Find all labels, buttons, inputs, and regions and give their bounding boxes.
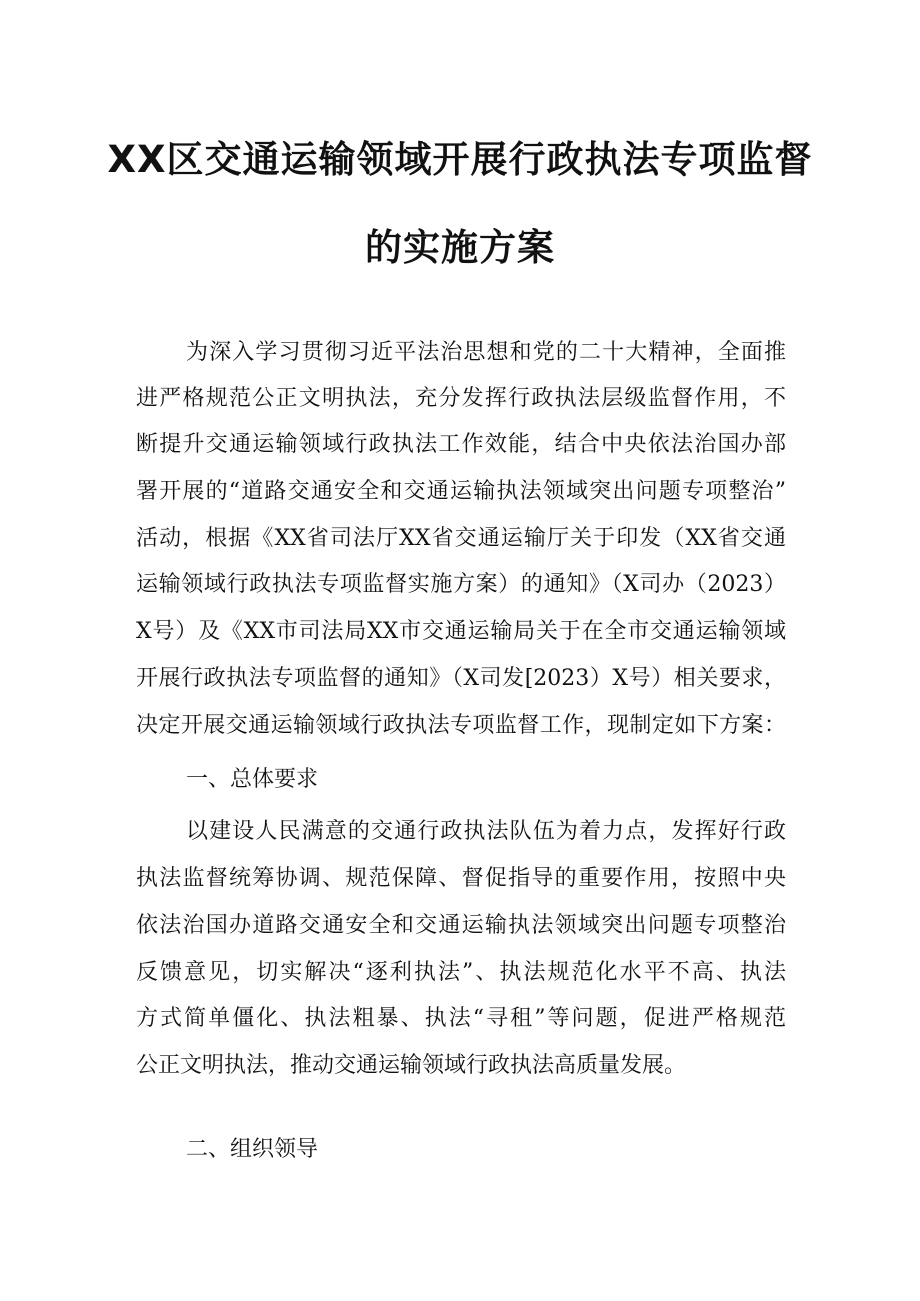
intro-paragraph-line: 为深入学习贯彻习近平法治思想和党的二十大精神，全面推 bbox=[186, 340, 786, 365]
intro-paragraph-line: 断提升交通运输领域行政执法工作效能，结合中央依法治国办部 bbox=[136, 432, 786, 457]
document-title-line-1: XX区交通运输领域开展行政执法专项监督 bbox=[107, 138, 813, 181]
intro-paragraph-line: 署开展的“道路交通安全和交通运输执法领域突出问题专项整治” bbox=[136, 479, 786, 504]
intro-paragraph-line: X号）及《XX市司法局XX市交通运输局关于在全市交通运输领域 bbox=[136, 619, 786, 644]
section1-paragraph-line: 方式简单僵化、执法粗暴、执法“寻租”等问题，促进严格规范 bbox=[136, 1006, 786, 1031]
intro-paragraph-line: 运输领域行政执法专项监督实施方案）的通知》（X司办（2023） bbox=[136, 572, 786, 597]
intro-paragraph-line: 进严格规范公正文明执法，充分发挥行政执法层级监督作用，不 bbox=[136, 386, 786, 411]
intro-paragraph-line: 开展行政执法专项监督的通知》（X司发[2023）X号）相关要求， bbox=[136, 666, 786, 691]
section-heading-overall-requirements: 一、总体要求 bbox=[186, 767, 319, 792]
section1-paragraph-line: 执法监督统筹协调、规范保障、督促指导的重要作用，按照中央 bbox=[136, 866, 786, 891]
section1-paragraph-line: 反馈意见，切实解决“逐利执法”、执法规范化水平不高、执法 bbox=[136, 960, 786, 985]
section1-paragraph-line: 以建设人民满意的交通行政执法队伍为着力点，发挥好行政 bbox=[186, 819, 786, 844]
intro-paragraph-line: 决定开展交通运输领域行政执法专项监督工作，现制定如下方案： bbox=[136, 713, 786, 738]
section1-paragraph-line: 依法治国办道路交通安全和交通运输执法领域突出问题专项整治 bbox=[136, 913, 786, 938]
intro-paragraph-line: 活动，根据《XX省司法厅XX省交通运输厅关于印发（XX省交通 bbox=[136, 526, 786, 551]
section-heading-organization-leadership: 二、组织领导 bbox=[186, 1137, 319, 1162]
document-title-line-2: 的实施方案 bbox=[365, 226, 555, 269]
section1-paragraph-line: 公正文明执法，推动交通运输领域行政执法高质量发展。 bbox=[136, 1053, 687, 1078]
